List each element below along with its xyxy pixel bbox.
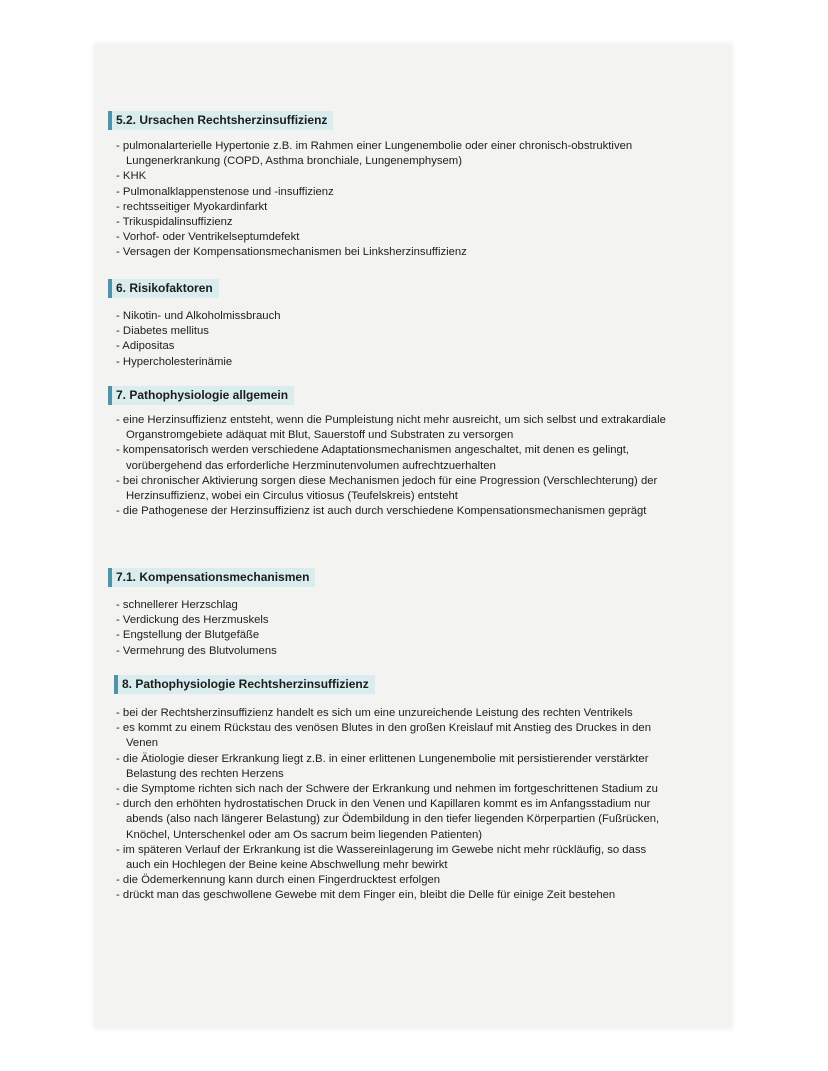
list-item: - Hypercholesterinämie: [116, 355, 668, 370]
list-item: - Adipositas: [116, 339, 668, 354]
list-item: - Engstellung der Blutgefäße: [116, 628, 668, 643]
list-item: - im späteren Verlauf der Erkrankung ist die Wassereinlagerung im Gewebe nicht mehr rückläufig, so dass auch ein Hochlegen der Beine keine Abschwellung mehr bewirkt: [116, 843, 668, 873]
bullet-list: [116, 598, 668, 659]
bullet-list: [116, 309, 668, 370]
section-heading: 6. Risikofaktoren: [108, 279, 219, 298]
list-item: - rechtsseitiger Myokardinfarkt: [116, 200, 668, 215]
bullet-list: [116, 413, 668, 519]
section-heading: 8. Pathophysiologie Rechtsherzinsuffizienz: [114, 675, 375, 694]
list-item: - durch den erhöhten hydrostatischen Druck in den Venen und Kapillaren kommt es im Anfangsstadium nur abends (also nach längerer Belastung) zur Ödembildung in den tiefer liegenden Körperpartien (Fußrücken, Knöchel, Unterschenkel oder am Os sacrum beim liegenden Patienten): [116, 797, 668, 843]
list-item: - bei der Rechtsherzinsuffizienz handelt es sich um eine unzureichende Leistung des rechten Ventrikels: [116, 706, 668, 721]
list-item: - die Pathogenese der Herzinsuffizienz ist auch durch verschiedene Kompensationsmechanismen geprägt: [116, 504, 668, 519]
list-item: - Vorhof- oder Ventrikelseptumdefekt: [116, 230, 668, 245]
list-item: - die Symptome richten sich nach der Schwere der Erkrankung und nehmen im fortgeschrittenen Stadium zu: [116, 782, 668, 797]
section-heading: 5.2. Ursachen Rechtsherzinsuffizienz: [108, 111, 333, 130]
section-heading: 7. Pathophysiologie allgemein: [108, 386, 294, 405]
list-item: - Nikotin- und Alkoholmissbrauch: [116, 309, 668, 324]
bullet-list: [116, 706, 668, 904]
list-item: - Trikuspidalinsuffizienz: [116, 215, 668, 230]
list-item: - es kommt zu einem Rückstau des venösen Blutes in den großen Kreislauf mit Anstieg des Druckes in den Venen: [116, 721, 668, 751]
list-item: - schnellerer Herzschlag: [116, 598, 668, 613]
list-item: - kompensatorisch werden verschiedene Adaptationsmechanismen angeschaltet, mit denen es gelingt, vorübergehend das erforderliche Herzminutenvolumen aufrechtzuerhalten: [116, 443, 668, 473]
list-item: - pulmonalarterielle Hypertonie z.B. im Rahmen einer Lungenembolie oder einer chronisch-obstruktiven Lungenerkrankung (COPD, Asthma bronchiale, Lungenemphysem): [116, 139, 668, 169]
list-item: - Versagen der Kompensationsmechanismen bei Linksherzinsuffizienz: [116, 245, 668, 260]
list-item: - die Ätiologie dieser Erkrankung liegt z.B. in einer erlittenen Lungenembolie mit persistierender verstärkter Belastung des rechten Herzens: [116, 752, 668, 782]
list-item: - eine Herzinsuffizienz entsteht, wenn die Pumpleistung nicht mehr ausreicht, um sich selbst und extrakardiale Organstromgebiete adäquat mit Blut, Sauerstoff und Substraten zu versorgen: [116, 413, 668, 443]
list-item: - Diabetes mellitus: [116, 324, 668, 339]
list-item: - die Ödemerkennung kann durch einen Fingerdrucktest erfolgen: [116, 873, 668, 888]
document-page: [94, 44, 732, 1028]
bullet-list: [116, 139, 668, 261]
list-item: - Vermehrung des Blutvolumens: [116, 644, 668, 659]
section-heading: 7.1. Kompensationsmechanismen: [108, 568, 315, 587]
list-item: - Pulmonalklappenstenose und -insuffizienz: [116, 185, 668, 200]
list-item: - bei chronischer Aktivierung sorgen diese Mechanismen jedoch für eine Progression (Verschlechterung) der Herzinsuffizienz, wobei ein Circulus vitiosus (Teufelskreis) entsteht: [116, 474, 668, 504]
list-item: - drückt man das geschwollene Gewebe mit dem Finger ein, bleibt die Delle für einige Zeit bestehen: [116, 888, 668, 903]
list-item: - Verdickung des Herzmuskels: [116, 613, 668, 628]
list-item: - KHK: [116, 169, 668, 184]
